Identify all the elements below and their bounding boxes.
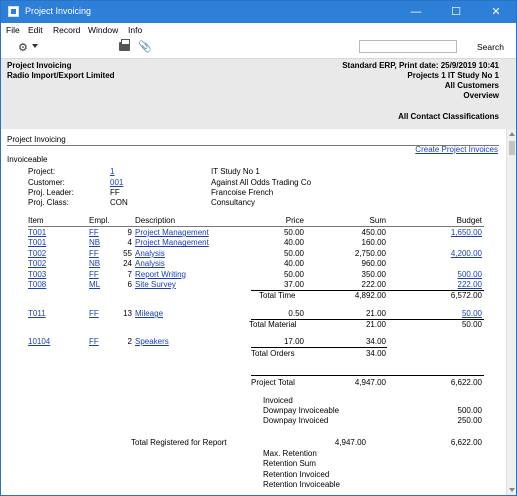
description-link[interactable]: Analysis [135, 259, 165, 269]
menu-file[interactable]: File [6, 25, 20, 35]
header-company: Radio Import/Export Limited [7, 71, 115, 80]
vertical-scrollbar[interactable] [506, 129, 516, 495]
employee-code-link[interactable]: FF [89, 228, 99, 237]
total-material-label: Total Material [249, 320, 297, 329]
price: 17.00 [283, 337, 304, 346]
report-header [1, 59, 516, 129]
info-value: Against All Odds Trading Co [211, 178, 312, 187]
paperclip-icon[interactable]: 📎 [138, 41, 152, 53]
column-header-budget: Budget [456, 216, 482, 225]
column-header-description: Description [135, 216, 176, 225]
quantity: 24 [123, 259, 132, 269]
item-code-link[interactable]: T002 [28, 248, 47, 258]
report-body [1, 129, 506, 495]
search-input[interactable] [359, 40, 457, 53]
sum: 21.00 [365, 309, 386, 318]
total-registered-budget: 6,622.00 [450, 438, 482, 447]
description-link[interactable]: Analysis [135, 248, 165, 258]
description-link[interactable]: Mileage [135, 309, 164, 318]
item-code-link[interactable]: T003 [28, 269, 47, 279]
employee-code-link[interactable]: ML [89, 280, 101, 289]
retention-sum-label: Retention Sum [263, 459, 316, 468]
price: 37.00 [283, 280, 304, 289]
total-time-budget: 6,572.00 [450, 291, 482, 300]
downpay-invoiced-label: Downpay Invoiced [263, 416, 329, 425]
sum: 960.00 [361, 259, 386, 269]
sum: 350.00 [361, 269, 386, 279]
employee-code-link[interactable]: FF [89, 248, 99, 258]
downpay-invoiceable-value: 500.00 [457, 406, 482, 415]
menu-edit[interactable]: Edit [28, 25, 43, 35]
quantity: 7 [127, 269, 132, 279]
menu-info[interactable]: Info [128, 25, 143, 35]
quantity: 13 [123, 309, 132, 318]
budget-link[interactable]: 4,200.00 [450, 248, 482, 258]
create-project-invoices-link[interactable]: Create Project Invoices [415, 145, 498, 154]
divider [251, 347, 387, 348]
header-project: Projects 1 IT Study No 1 [407, 71, 499, 80]
title-bar[interactable] [1, 1, 516, 23]
header-customers: All Customers [444, 81, 499, 90]
sum: 222.00 [361, 280, 386, 289]
item-code-link[interactable]: T002 [28, 259, 47, 269]
scroll-down-icon[interactable] [509, 488, 515, 492]
total-material-budget: 50.00 [461, 320, 482, 329]
price: 0.50 [288, 309, 304, 318]
minimize-button[interactable]: — [410, 6, 422, 18]
total-material-sum: 21.00 [365, 320, 386, 329]
toolbar [1, 37, 516, 59]
column-header-sum: Sum [369, 216, 386, 225]
window-title: Project Invoicing [25, 6, 92, 16]
total-time-sum: 4,892.00 [354, 291, 386, 300]
quantity: 2 [127, 337, 132, 346]
invoiced-label: Invoiced [263, 396, 293, 405]
description-link[interactable]: Speakers [135, 337, 169, 346]
close-button[interactable]: ✕ [491, 6, 501, 18]
report-title: Project Invoicing [7, 135, 66, 144]
menu-window[interactable]: Window [88, 25, 119, 35]
app-icon [8, 6, 19, 17]
header-classification: All Contact Classifications [398, 112, 499, 121]
divider [251, 375, 484, 376]
header-print-date: Standard ERP, Print date: 25/9/2019 10:41 [342, 61, 499, 70]
total-orders-label: Total Orders [251, 349, 295, 358]
print-icon[interactable] [119, 42, 130, 51]
retention-invoiced-label: Retention Invoiced [263, 470, 330, 479]
chevron-down-icon[interactable] [32, 44, 38, 48]
column-header-price: Price [285, 216, 304, 225]
budget-link[interactable]: 500.00 [457, 269, 482, 279]
divider [28, 226, 484, 227]
scroll-thumb[interactable] [509, 141, 515, 155]
total-orders-sum: 34.00 [365, 349, 386, 358]
quantity: 55 [123, 248, 132, 258]
quantity: 4 [127, 238, 132, 248]
gear-icon[interactable]: ⚙ [18, 42, 28, 54]
menu-bar [1, 23, 516, 37]
item-code-link[interactable]: 10104 [28, 337, 51, 346]
employee-code-link[interactable]: FF [89, 309, 99, 318]
info-value: Francoise French [211, 188, 274, 197]
project-total-label: Project Total [251, 378, 295, 387]
info-label: Customer: [28, 178, 65, 187]
item-code-link[interactable]: T001 [28, 228, 47, 237]
search-button[interactable]: Search [477, 42, 504, 52]
info-code: CON [110, 198, 128, 207]
sum: 34.00 [365, 337, 386, 346]
description-link[interactable]: Site Survey [135, 280, 176, 289]
price: 40.00 [283, 238, 304, 248]
info-code: FF [110, 188, 120, 197]
customer-code-link[interactable]: 001 [110, 178, 124, 187]
section-title: Invoiceable [7, 155, 48, 164]
item-code-link[interactable]: T001 [28, 238, 47, 248]
sum: 450.00 [361, 228, 386, 237]
quantity: 6 [127, 280, 132, 289]
price: 40.00 [283, 259, 304, 269]
total-registered-sum: 4,947.00 [334, 438, 366, 447]
description-link[interactable]: Project Management [135, 238, 209, 248]
employee-code-link[interactable]: NB [89, 259, 101, 269]
info-value: Consultancy [211, 198, 256, 207]
price: 50.00 [283, 248, 304, 258]
max-retention-label: Max. Retention [263, 449, 317, 458]
budget-link[interactable]: 222.00 [457, 280, 482, 289]
scroll-up-icon[interactable] [509, 132, 515, 136]
employee-code-link[interactable]: NB [89, 238, 101, 248]
project-total-sum: 4,947.00 [354, 378, 386, 387]
budget-link[interactable]: 1,650.00 [450, 228, 482, 237]
description-link[interactable]: Report Writing [135, 269, 186, 279]
quantity: 9 [127, 228, 132, 237]
info-label: Proj. Leader: [28, 188, 74, 197]
employee-code-link[interactable]: FF [89, 269, 99, 279]
downpay-invoiced-value: 250.00 [457, 416, 482, 425]
header-report-name: Project Invoicing [7, 61, 72, 70]
total-time-label: Total Time [259, 291, 296, 300]
sum: 2,750.00 [354, 248, 386, 258]
item-code-link[interactable]: T011 [28, 309, 46, 318]
description-link[interactable]: Project Management [135, 228, 209, 237]
budget-link[interactable]: 50.00 [461, 309, 482, 318]
menu-record[interactable]: Record [53, 25, 81, 35]
price: 50.00 [283, 228, 304, 237]
info-label: Proj. Class: [28, 198, 69, 207]
project-total-budget: 6,622.00 [450, 378, 482, 387]
column-header-item: Item [28, 216, 44, 225]
maximize-button[interactable]: ☐ [451, 6, 461, 18]
project-code-link[interactable]: 1 [110, 167, 115, 176]
sum: 160.00 [361, 238, 386, 248]
total-registered-label: Total Registered for Report [131, 438, 227, 447]
price: 50.00 [283, 269, 304, 279]
item-code-link[interactable]: T008 [28, 280, 47, 289]
column-header-employee: Empl. [89, 216, 110, 225]
header-view: Overview [463, 91, 499, 100]
downpay-invoiceable-label: Downpay Invoiceable [263, 406, 340, 415]
employee-code-link[interactable]: FF [89, 337, 99, 346]
info-label: Project: [28, 167, 56, 176]
retention-invoiceable-label: Retention Invoiceable [263, 480, 340, 489]
info-value: IT Study No 1 [211, 167, 260, 176]
